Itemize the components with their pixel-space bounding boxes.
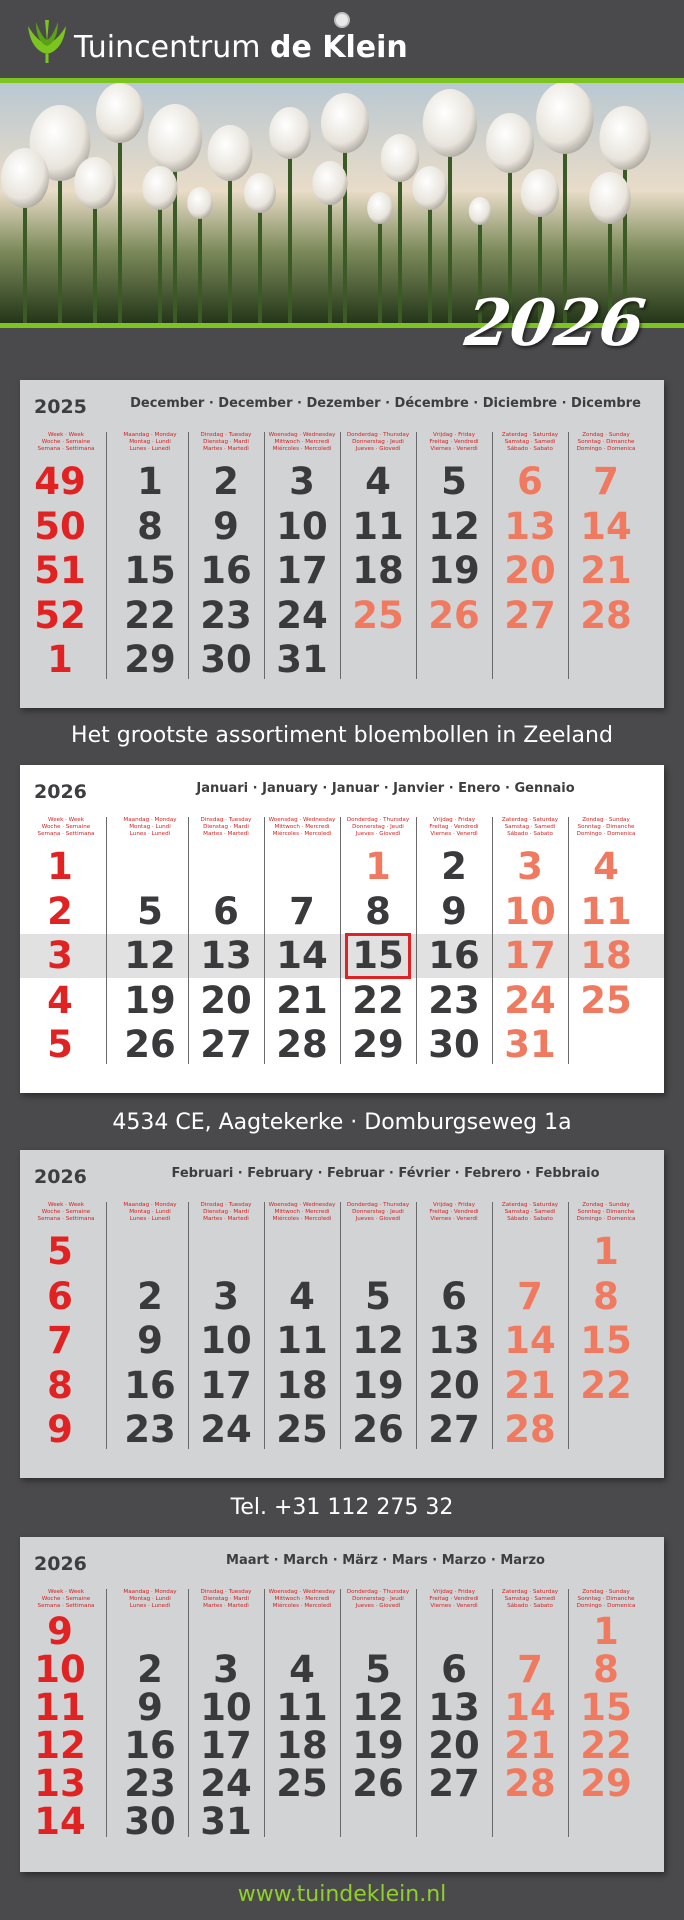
day-cell: 28 <box>504 1762 556 1805</box>
phone-text: Tel. +31 112 275 32 <box>230 1495 454 1520</box>
weekday-header: Maandag · Monday Montag · Lundi Lunes · Lunedì <box>123 1589 177 1609</box>
slogan-text: Het grootste assortiment bloembollen in Zeeland <box>71 723 613 748</box>
day-cell: 27 <box>200 1023 252 1066</box>
day-cell: 11 <box>276 1686 328 1729</box>
day-cell: 12 <box>428 504 480 548</box>
day-cell: 21 <box>504 1724 556 1767</box>
month-title: December · December · Dezember · Décembre · Diciembre · Dicembre <box>130 396 641 411</box>
day-cell: 10 <box>200 1686 252 1729</box>
day-cell: 12 <box>124 934 176 977</box>
weekday-header: Donderdag · Thursday Donnerstag · Jeudi Jueves · Giovedì <box>346 432 410 452</box>
month-title: Maart · March · März · Mars · Marzo · Marzo <box>226 1553 545 1568</box>
day-cell: 9 <box>441 889 467 933</box>
day-cell: 9 <box>137 1686 163 1729</box>
day-cell: 23 <box>428 978 480 1022</box>
day-cell: 10 <box>200 1319 252 1362</box>
day-cell: 13 <box>504 504 556 548</box>
day-cell: 20 <box>200 978 252 1022</box>
week-column-header: Week · Week Woche · Semaine Semana · Settimana <box>37 817 95 837</box>
day-cell: 21 <box>276 978 328 1022</box>
today-marker <box>345 933 411 979</box>
day-cell: 19 <box>124 978 176 1022</box>
week-column-header: Week · Week Woche · Semaine Semana · Settimana <box>37 1589 95 1609</box>
week-number: 2 <box>47 889 73 933</box>
day-cell: 4 <box>365 460 391 503</box>
day-cell: 14 <box>504 1686 556 1729</box>
month-title: Januari · January · Januar · Janvier · Enero · Gennaio <box>196 781 575 796</box>
week-number: 9 <box>47 1610 73 1653</box>
day-cell: 3 <box>213 1274 239 1318</box>
day-cell: 30 <box>124 1800 176 1843</box>
weekday-header: Maandag · Monday Montag · Lundi Lunes · Lunedì <box>123 817 177 837</box>
day-cell: 23 <box>200 593 252 637</box>
day-cell: 2 <box>137 1274 163 1318</box>
day-cell: 11 <box>580 889 632 933</box>
day-cell: 16 <box>428 934 480 977</box>
week-number: 12 <box>34 1724 86 1767</box>
week-number: 10 <box>34 1648 86 1691</box>
day-cell: 2 <box>137 1648 163 1691</box>
day-cell: 22 <box>124 593 176 637</box>
day-cell: 29 <box>352 1023 404 1066</box>
month-year: 2026 <box>34 781 87 803</box>
day-cell: 26 <box>352 1408 404 1451</box>
day-cell: 27 <box>428 1762 480 1805</box>
day-cell: 13 <box>428 1686 480 1729</box>
address-text: 4534 CE, Aagtekerke · Domburgseweg 1a <box>112 1110 572 1135</box>
weekday-header: Zondag · Sunday Sonntag · Dimanche Domingo · Domenica <box>576 1589 636 1609</box>
day-cell: 15 <box>352 934 404 977</box>
weekday-header: Dinsdag · Tuesday Dienstag · Mardi Martes · Martedì <box>200 432 252 452</box>
day-cell: 23 <box>124 1762 176 1805</box>
tulip-logo-icon <box>24 18 70 64</box>
day-cell: 18 <box>580 934 632 977</box>
day-cell: 24 <box>276 593 328 637</box>
month-year: 2026 <box>34 1166 87 1188</box>
day-cell: 3 <box>289 460 315 503</box>
day-cell: 16 <box>124 1363 176 1407</box>
day-cell: 9 <box>213 504 239 548</box>
day-cell: 12 <box>352 1319 404 1362</box>
day-cell: 4 <box>593 845 619 888</box>
weekday-header: Vrijdag · Friday Freitag · Vendredi Viernes · Venerdì <box>429 1589 479 1609</box>
month-block-march-2026 <box>20 1537 664 1872</box>
day-cell: 6 <box>441 1274 467 1318</box>
day-cell: 9 <box>137 1319 163 1362</box>
day-cell: 5 <box>137 889 163 933</box>
day-cell: 6 <box>517 460 543 503</box>
day-cell: 1 <box>593 1230 619 1273</box>
day-cell: 24 <box>504 978 556 1022</box>
day-cell: 3 <box>517 845 543 888</box>
day-cell: 10 <box>504 889 556 933</box>
week-number: 52 <box>34 593 86 637</box>
day-cell: 31 <box>200 1800 252 1843</box>
weekday-header: Zaterdag · Saturday Samstag · Samedi Sábado · Sabato <box>501 817 559 837</box>
day-cell: 12 <box>352 1686 404 1729</box>
weekday-header: Zondag · Sunday Sonntag · Dimanche Domingo · Domenica <box>576 817 636 837</box>
day-cell: 4 <box>289 1648 315 1691</box>
day-cell: 5 <box>365 1274 391 1318</box>
weekday-header: Vrijdag · Friday Freitag · Vendredi Viernes · Venerdì <box>429 817 479 837</box>
calendar-header <box>0 0 684 78</box>
weekday-header: Woensdag · Wednesday Mittwoch · Mercredi Miércoles · Mercoledì <box>268 1202 336 1222</box>
week-number: 5 <box>47 1230 73 1273</box>
weekday-header: Vrijdag · Friday Freitag · Vendredi Viernes · Venerdì <box>429 432 479 452</box>
day-cell: 25 <box>580 978 632 1022</box>
day-cell: 29 <box>124 638 176 681</box>
hanger-ring-icon <box>334 12 350 28</box>
month-year: 2026 <box>34 1553 87 1575</box>
weekday-header: Dinsdag · Tuesday Dienstag · Mardi Martes · Martedì <box>200 817 252 837</box>
week-number: 4 <box>47 978 73 1022</box>
week-number: 13 <box>34 1762 86 1805</box>
day-cell: 14 <box>276 934 328 977</box>
weekday-header: Woensdag · Wednesday Mittwoch · Mercredi Miércoles · Mercoledì <box>268 817 336 837</box>
day-cell: 8 <box>365 889 391 933</box>
day-cell: 28 <box>276 1023 328 1066</box>
day-cell: 7 <box>517 1274 543 1318</box>
day-cell: 28 <box>504 1408 556 1451</box>
day-cell: 19 <box>352 1724 404 1767</box>
day-cell: 5 <box>441 460 467 503</box>
day-cell: 7 <box>593 460 619 503</box>
day-cell: 7 <box>289 889 315 933</box>
week-number: 49 <box>34 460 86 503</box>
week-number: 7 <box>47 1319 73 1362</box>
day-cell: 20 <box>428 1363 480 1407</box>
day-cell: 1 <box>593 1610 619 1653</box>
week-number: 11 <box>34 1686 86 1729</box>
week-number: 1 <box>47 845 73 888</box>
day-cell: 15 <box>580 1319 632 1362</box>
day-cell: 1 <box>137 460 163 503</box>
day-cell: 5 <box>365 1648 391 1691</box>
month-year: 2025 <box>34 396 87 418</box>
day-cell: 13 <box>200 934 252 977</box>
day-cell: 19 <box>428 549 480 592</box>
day-cell: 15 <box>124 549 176 592</box>
week-number: 50 <box>34 504 86 548</box>
day-cell: 8 <box>593 1648 619 1691</box>
day-cell: 2 <box>213 460 239 503</box>
day-cell: 18 <box>276 1724 328 1767</box>
week-number: 51 <box>34 549 86 592</box>
day-cell: 26 <box>428 593 480 637</box>
week-number: 5 <box>47 1023 73 1066</box>
day-cell: 16 <box>124 1724 176 1767</box>
day-cell: 31 <box>276 638 328 681</box>
day-cell: 25 <box>276 1762 328 1805</box>
day-cell: 17 <box>504 934 556 977</box>
calendar-year-title: 2026 <box>460 286 650 361</box>
day-cell: 8 <box>137 504 163 548</box>
day-cell: 14 <box>580 504 632 548</box>
weekday-header: Zondag · Sunday Sonntag · Dimanche Domingo · Domenica <box>576 432 636 452</box>
day-cell: 27 <box>428 1408 480 1451</box>
column-divider <box>106 1589 107 1837</box>
day-cell: 25 <box>352 593 404 637</box>
day-cell: 1 <box>365 845 391 888</box>
day-cell: 26 <box>124 1023 176 1066</box>
day-cell: 17 <box>276 549 328 592</box>
day-cell: 23 <box>124 1408 176 1451</box>
column-divider <box>106 1202 107 1449</box>
day-cell: 3 <box>213 1648 239 1691</box>
week-column-header: Week · Week Woche · Semaine Semana · Settimana <box>37 432 95 452</box>
weekday-header: Woensdag · Wednesday Mittwoch · Mercredi Miércoles · Mercoledì <box>268 1589 336 1609</box>
day-cell: 11 <box>276 1319 328 1362</box>
day-cell: 30 <box>428 1023 480 1066</box>
month-block-december-2025 <box>20 380 664 708</box>
day-cell: 18 <box>276 1363 328 1407</box>
day-cell: 8 <box>593 1274 619 1318</box>
day-cell: 24 <box>200 1762 252 1805</box>
day-cell: 27 <box>504 593 556 637</box>
weekday-header: Vrijdag · Friday Freitag · Vendredi Viernes · Venerdì <box>429 1202 479 1222</box>
day-cell: 7 <box>517 1648 543 1691</box>
day-cell: 17 <box>200 1724 252 1767</box>
day-cell: 28 <box>580 593 632 637</box>
day-cell: 19 <box>352 1363 404 1407</box>
day-cell: 21 <box>504 1363 556 1407</box>
weekday-header: Maandag · Monday Montag · Lundi Lunes · Lunedì <box>123 432 177 452</box>
day-cell: 21 <box>580 549 632 592</box>
day-cell: 6 <box>441 1648 467 1691</box>
month-block-february-2026 <box>20 1150 664 1478</box>
day-cell: 17 <box>200 1363 252 1407</box>
day-cell: 20 <box>428 1724 480 1767</box>
day-cell: 31 <box>504 1023 556 1066</box>
day-cell: 14 <box>504 1319 556 1362</box>
day-cell: 11 <box>352 504 404 548</box>
day-cell: 29 <box>580 1762 632 1805</box>
brand-name: Tuincentrum de Klein <box>74 30 408 65</box>
weekday-header: Zaterdag · Saturday Samstag · Samedi Sábado · Sabato <box>501 432 559 452</box>
day-cell: 22 <box>580 1363 632 1407</box>
month-title: Februari · February · Februar · Février · Febrero · Febbraio <box>171 1166 600 1181</box>
day-cell: 24 <box>200 1408 252 1451</box>
weekday-header: Zondag · Sunday Sonntag · Dimanche Domingo · Domenica <box>576 1202 636 1222</box>
day-cell: 26 <box>352 1762 404 1805</box>
weekday-header: Zaterdag · Saturday Samstag · Samedi Sábado · Sabato <box>501 1589 559 1609</box>
month-block-january-2026 <box>20 765 664 1093</box>
week-number: 8 <box>47 1363 73 1407</box>
week-number: 3 <box>47 934 73 977</box>
week-number: 9 <box>47 1408 73 1451</box>
weekday-header: Dinsdag · Tuesday Dienstag · Mardi Martes · Martedì <box>200 1589 252 1609</box>
day-cell: 15 <box>580 1686 632 1729</box>
week-number: 14 <box>34 1800 86 1843</box>
weekday-header: Woensdag · Wednesday Mittwoch · Mercredi Miércoles · Mercoledì <box>268 432 336 452</box>
weekday-header: Donderdag · Thursday Donnerstag · Jeudi Jueves · Giovedì <box>346 817 410 837</box>
day-cell: 6 <box>213 889 239 933</box>
day-cell: 10 <box>276 504 328 548</box>
day-cell: 20 <box>504 549 556 592</box>
weekday-header: Maandag · Monday Montag · Lundi Lunes · Lunedì <box>123 1202 177 1222</box>
day-cell: 22 <box>580 1724 632 1767</box>
day-cell: 4 <box>289 1274 315 1318</box>
day-cell: 2 <box>441 845 467 888</box>
week-number: 6 <box>47 1274 73 1318</box>
day-cell: 25 <box>276 1408 328 1451</box>
column-divider <box>106 432 107 679</box>
day-cell: 30 <box>200 638 252 681</box>
weekday-header: Dinsdag · Tuesday Dienstag · Mardi Martes · Martedì <box>200 1202 252 1222</box>
day-cell: 22 <box>352 978 404 1022</box>
weekday-header: Zaterdag · Saturday Samstag · Samedi Sábado · Sabato <box>501 1202 559 1222</box>
website-link[interactable]: www.tuindeklein.nl <box>237 1882 447 1907</box>
week-number: 1 <box>47 638 73 681</box>
day-cell: 18 <box>352 549 404 592</box>
weekday-header: Donderdag · Thursday Donnerstag · Jeudi Jueves · Giovedì <box>346 1202 410 1222</box>
day-cell: 13 <box>428 1319 480 1362</box>
day-cell: 16 <box>200 549 252 592</box>
week-column-header: Week · Week Woche · Semaine Semana · Settimana <box>37 1202 95 1222</box>
weekday-header: Donderdag · Thursday Donnerstag · Jeudi Jueves · Giovedì <box>346 1589 410 1609</box>
column-divider <box>106 817 107 1064</box>
